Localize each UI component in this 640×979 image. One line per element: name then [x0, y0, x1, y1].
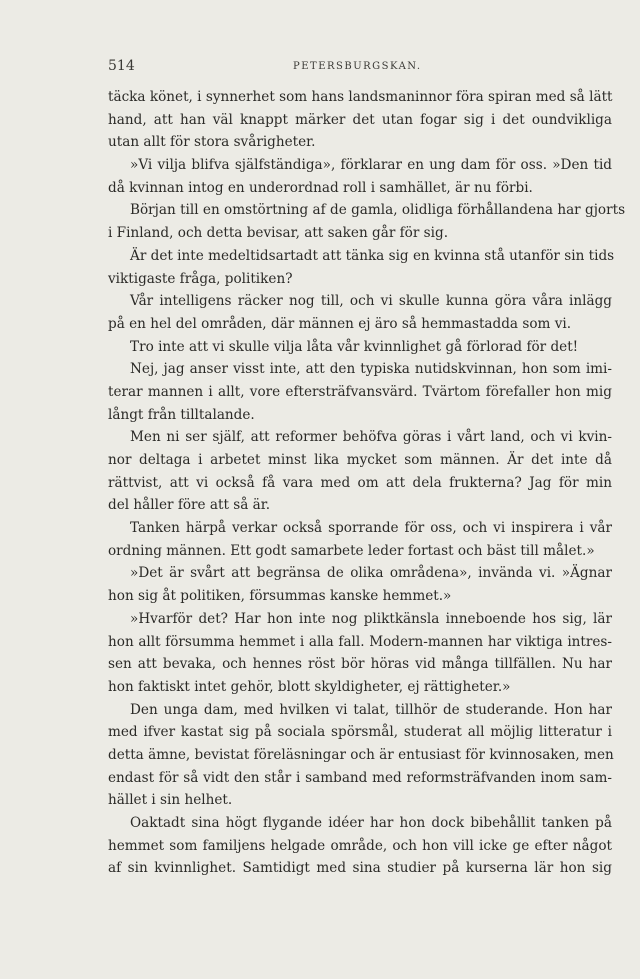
text-line: sen att bevaka, och hennes röst bör höras vid många tillfällen. Nu har: [108, 656, 612, 673]
text-line: »Det är svårt att begränsa de olika områdena», invända vi. »Ägnar: [130, 565, 612, 582]
text-line: »Vi vilja blifva själfständiga», förklarar en ung dam för oss. »Den tid: [130, 157, 612, 174]
text-line: Tanken härpå verkar också sporrande för oss, och vi inspirera i vår: [130, 520, 612, 537]
text-line: hället i sin helhet.: [108, 792, 233, 809]
text-line: terar mannen i allt, vore eftersträfvansvärd. Tvärtom förefaller hon mig: [108, 383, 612, 400]
text-line: hon faktiskt intet gehör, blott skyldigheter, ej rättigheter.»: [108, 678, 511, 695]
text-line: hon allt försumma hemmet i alla fall. Modern-mannen har viktiga intres-: [108, 633, 612, 650]
text-line: täcka könet, i synnerhet som hans landsmaninnor föra spiran med så lätt: [108, 89, 613, 105]
text-line: Men ni ser själf, att reformer behöfva göras i vårt land, och vi kvin-: [130, 429, 612, 446]
body-text: [108, 86, 626, 880]
text-line: Oaktadt sina högt flygande idéer har hon dock bibehållit tanken på: [130, 815, 612, 831]
running-title: PETERSBURGSKAN.: [293, 61, 422, 72]
text-line: del håller före att så är.: [108, 497, 271, 514]
text-line: på en hel del områden, där männen ej äro så hemmastadda som vi.: [108, 315, 572, 332]
text-line: nor deltaga i arbetet minst lika mycket som männen. Är det inte då: [108, 452, 612, 468]
text-line: i Finland, och detta bevisar, att saken går för sig.: [108, 225, 449, 242]
text-line: rättvist, att vi också få vara med om att dela frukterna? Jag för min: [108, 474, 612, 491]
text-line: hemmet som familjens helgade område, och hon vill icke ge efter något: [108, 837, 612, 854]
text-line: Början till en omstörtning af de gamla, olidliga förhållandena har gjorts: [130, 202, 626, 219]
text-line: då kvinnan intog en underordnad roll i samhället, är nu förbi.: [108, 179, 533, 196]
running-head: [108, 58, 612, 78]
page-number: 514: [108, 58, 135, 74]
text-line: endast för så vidt den står i samband med reformsträfvanden inom sam-: [108, 769, 612, 786]
text-line: långt från tilltalande.: [108, 406, 255, 423]
text-line: »Hvarför det? Har hon inte nog pliktkänsla inneboende hos sig, lär: [130, 610, 612, 627]
text-line: med ifver kastat sig på sociala spörsmål, studerat all möjlig litteratur i: [108, 724, 612, 741]
text-line: Nej, jag anser visst inte, att den typiska nutidskvinnan, hon som imi-: [130, 361, 612, 378]
text-line: af sin kvinnlighet. Samtidigt med sina studier på kurserna lär hon sig: [108, 860, 612, 877]
text-line: viktigaste fråga, politiken?: [108, 270, 293, 287]
text-line: Den unga dam, med hvilken vi talat, tillhör de studerande. Hon har: [130, 701, 612, 718]
text-line: hand, att han väl knappt märker det utan fogar sig i det oundvikliga: [108, 111, 612, 128]
text-line: Tro inte att vi skulle vilja låta vår kvinnlighet gå förlorad för det!: [130, 338, 579, 355]
text-line: Är det inte medeltidsartadt att tänka sig en kvinna stå utanför sin tids: [130, 247, 615, 264]
text-line: hon sig åt politiken, försummas kanske hemmet.»: [108, 588, 452, 605]
text-line: detta ämne, bevistat föreläsningar och är entusiast för kvinnosaken, men: [108, 746, 614, 763]
text-line: ordning männen. Ett godt samarbete leder fortast och bäst till målet.»: [108, 542, 595, 559]
text-line: Vår intelligens räcker nog till, och vi skulle kunna göra våra inlägg: [130, 293, 612, 310]
text-line: utan allt för stora svårigheter.: [108, 134, 316, 151]
